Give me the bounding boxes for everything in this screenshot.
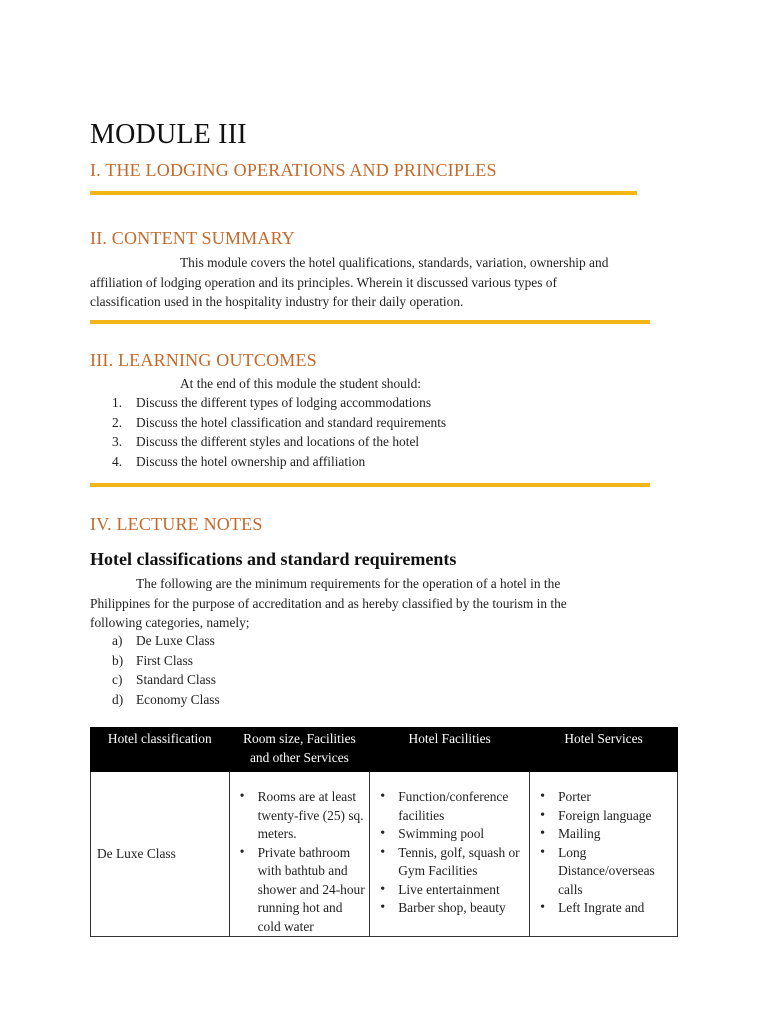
list-text: Discuss the different styles and locations of the hotel	[136, 434, 420, 449]
table-cell-services	[530, 772, 678, 937]
list-text: Standard Class	[136, 672, 216, 687]
lecture-line: Philippines for the purpose of accreditation and as hereby classified by the tourism in the	[90, 595, 567, 611]
hotel-classes-list	[108, 631, 220, 709]
list-text: Discuss the different types of lodging accommodations	[136, 395, 432, 410]
list-letter: d)	[112, 691, 124, 707]
content-summary-line: This module covers the hotel qualifications, standards, variation, ownership and	[180, 255, 609, 270]
list-item: • Rooms are at least twenty-five (25) sq. meters.	[234, 788, 366, 844]
list-text: Economy Class	[136, 691, 220, 707]
table-cell-facilities	[370, 772, 530, 937]
column-header: Hotel Services	[530, 728, 678, 772]
lecture-line: The following are the minimum requirements for the operation of a hotel in the	[136, 576, 561, 591]
list-item: • Porter	[534, 788, 673, 807]
learning-outcomes-intro	[90, 374, 670, 394]
hotel-classification-table	[90, 727, 678, 937]
table-header-row	[91, 728, 678, 772]
list-item: • Function/conference facilities	[374, 788, 525, 825]
list-item: • Left Ingrate and	[534, 899, 673, 918]
subheading-hotel-classifications: Hotel classifications and standard requirements	[90, 549, 457, 569]
section-heading-content-summary: II. CONTENT SUMMARY	[90, 228, 295, 248]
table-cell-room	[229, 772, 370, 937]
table-cell-classification: De Luxe Class	[91, 772, 230, 937]
lecture-notes-paragraph	[90, 574, 670, 633]
list-item: • Mailing	[534, 825, 673, 844]
list-item: • Private bathroom with bathtub and shower and 24-hour running hot and cold water	[234, 844, 366, 937]
column-header: Hotel classification	[91, 728, 230, 772]
list-item	[108, 413, 446, 433]
list-item	[108, 452, 446, 472]
list-item	[108, 393, 446, 413]
column-header: Hotel Facilities	[370, 728, 530, 772]
list-item: • Tennis, golf, squash or Gym Facilities	[374, 844, 525, 881]
intro-text: At the end of this module the student should:	[180, 376, 422, 391]
list-item: • Long Distance/overseas calls	[534, 844, 673, 900]
section-heading-learning-outcomes: III. LEARNING OUTCOMES	[90, 350, 317, 370]
list-letter: c)	[112, 672, 123, 687]
content-summary-line: affiliation of lodging operation and its principles. Wherein it discussed various types of	[90, 274, 557, 290]
module-title: MODULE III	[90, 119, 247, 150]
list-letter: b)	[112, 652, 124, 668]
learning-outcomes-list	[108, 393, 446, 471]
list-item	[108, 690, 220, 710]
facilities-list	[374, 788, 525, 918]
list-item	[108, 651, 220, 671]
list-number: 1.	[112, 395, 123, 410]
section-divider	[90, 191, 637, 195]
list-item: • Live entertainment	[374, 881, 525, 900]
content-summary-paragraph	[90, 253, 670, 312]
list-item	[108, 432, 446, 452]
content-summary-line: classification used in the hospitality industry for their daily operation.	[90, 294, 464, 309]
list-item: • Foreign language	[534, 807, 673, 826]
list-text: Discuss the hotel classification and standard requirements	[136, 414, 447, 430]
lecture-line: following categories, namely;	[90, 615, 250, 630]
services-list	[534, 788, 673, 918]
list-number: 4.	[112, 453, 123, 469]
list-letter: a)	[112, 633, 123, 648]
list-number: 2.	[112, 414, 123, 430]
table-row	[91, 772, 678, 937]
section-divider	[90, 320, 650, 324]
column-header: Room size, Facilities and other Services	[229, 728, 370, 772]
section-heading-lecture-notes: IV. LECTURE NOTES	[90, 514, 263, 534]
list-number: 3.	[112, 434, 123, 449]
list-text: First Class	[136, 652, 193, 668]
list-text: De Luxe Class	[136, 633, 215, 648]
section-divider	[90, 483, 650, 487]
list-item	[108, 670, 220, 690]
list-item: • Swimming pool	[374, 825, 525, 844]
section-heading-lodging: I. THE LODGING OPERATIONS AND PRINCIPLES	[90, 160, 497, 180]
list-text: Discuss the hotel ownership and affiliation	[136, 453, 366, 469]
list-item: • Barber shop, beauty	[374, 899, 525, 918]
list-item	[108, 631, 220, 651]
room-requirements-list	[234, 788, 366, 936]
